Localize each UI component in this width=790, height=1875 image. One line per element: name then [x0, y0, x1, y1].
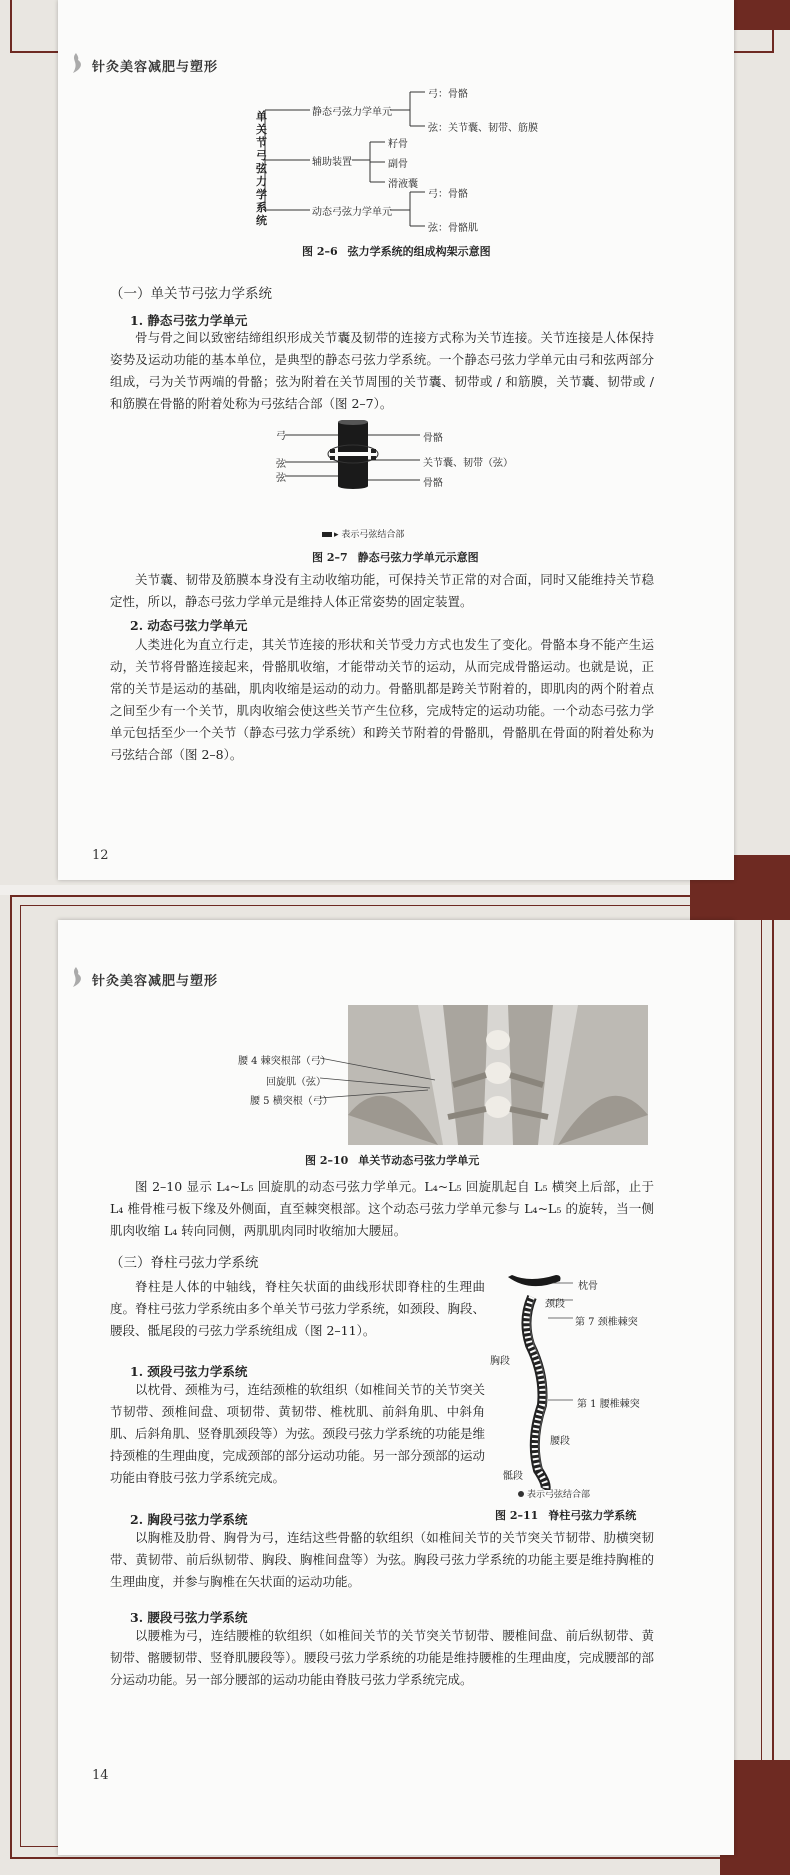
tree-leaf: 弦：关节囊、韧带、筋膜 [428, 123, 538, 134]
anatomy-label: 腰 4 棘突根部（弓） [238, 1056, 331, 1067]
body-paragraph: 以枕骨、颈椎为弓，连结颈椎的软组织（如椎间关节的关节突关节韧带、颈椎间盘、项韧带、黄韧带、椎枕肌、前斜角肌、中斜角肌、后斜角肌、竖脊肌颈段等）为弦。颈段弓弦力学系统的功能是维持颈椎的生理曲度，完成颈部的部分运动功能。另一部分颈部的运动功能由脊肢弓弦力学系统完成。 [110, 1382, 486, 1485]
running-header [92, 56, 218, 75]
legend: ▸ 表示弓弦结合部 [322, 527, 404, 540]
legend [518, 1487, 590, 1500]
caption-number: 图 2–6 [302, 245, 338, 258]
figure-caption [302, 243, 491, 259]
tree-leaf: 滑液囊 [388, 179, 418, 190]
legend-text: 表示弓弦结合部 [341, 530, 405, 540]
anatomy-label: 回旋肌（弦） [266, 1077, 326, 1088]
tree-leaf: 弓：骨骼 [428, 189, 468, 200]
section-title: （一）单关节弓弦力学系统 [110, 286, 272, 302]
body-paragraph: 骨与骨之间以致密结缔组织形成关节囊及韧带的连接方式称为关节连接。关节连接是人体保持姿势及运动功能的基本单位，是典型的静态弓弦力学系统。一个静态弓弦力学单元由弓和弦两部分组成，弓为关节两端的骨骼；弦为附着在关节周围的关节囊、韧带或 / 和筋膜，关节囊、韧带或 / 和筋膜在骨骼的附着处称为弓弦结合部（图 2–7）。 [110, 330, 654, 411]
tree-leaf: 副骨 [388, 159, 408, 170]
page-number: 12 [92, 848, 109, 863]
legend-text: 表示弓弦结合部 [527, 1490, 591, 1500]
caption-text: 单关节动态弓弦力学单元 [358, 1154, 480, 1167]
spine-label: 胸段 [490, 1356, 510, 1367]
header-title: 针灸美容减肥与塑形 [92, 974, 219, 989]
tree-leaf: 籽骨 [388, 139, 408, 150]
caption-text: 脊柱弓弦力学系统 [548, 1509, 637, 1522]
tree-branch-static: 静态弓弦力学单元 [312, 107, 392, 118]
caption-number: 图 2–11 [495, 1509, 539, 1522]
section-title: （三）脊柱弓弦力学系统 [110, 1255, 259, 1271]
header-title: 针灸美容减肥与塑形 [92, 60, 219, 75]
caption-text: 弦力学系统的组成构架示意图 [347, 245, 491, 258]
spine-label: 第 7 颈椎棘突 [575, 1317, 638, 1328]
caption-number: 图 2–10 [305, 1154, 349, 1167]
anatomy-label: 腰 5 横突根（弓） [250, 1096, 333, 1107]
flame-icon [66, 966, 86, 988]
body-paragraph: 图 2–10 显示 L₄~L₅ 回旋肌的动态弓弦力学单元。L₄~L₅ 回旋肌起自 L₅ 横突上后部，止于 L₄ 椎骨椎弓板下缘及外侧面，直至棘突根部。这个动态弓弦力学单元参与 L₄~L₅ 的旋转，当一侧肌肉收缩 L₄ 转向同侧，两肌肌肉同时收缩加大腰屈。 [110, 1179, 654, 1238]
figure-caption [495, 1507, 636, 1523]
decorative-block [730, 0, 790, 30]
tree-leaf: 弓：骨骼 [428, 89, 468, 100]
legend-marker-icon [518, 1491, 524, 1497]
joint-label: 弦 [276, 473, 286, 484]
body-paragraph: 以胸椎及肋骨、胸骨为弓，连结这些骨骼的软组织（如椎间关节的关节突关节韧带、肋横突韧带、黄韧带、前后纵韧带、胸段、胸椎间盘等）为弦。胸段弓弦力学系统的功能主要是维持胸椎的生理曲度，并参与胸椎在矢状面的运动功能。 [110, 1530, 654, 1589]
joint-label: 关节囊、韧带（弦） [423, 458, 513, 469]
body-paragraph: 以腰椎为弓，连结腰椎的软组织（如椎间关节的关节突关节韧带、腰椎间盘、前后纵韧带、黄韧带、髂腰韧带、竖脊肌腰段等）。腰段弓弦力学系统的功能是维持腰椎的生理曲度，完成腰部的部分运动功能。另一部分腰部的运动功能由脊肢弓弦力学系统完成。 [110, 1628, 654, 1687]
subsection-title: 3. 腰段弓弦力学系统 [130, 1610, 248, 1625]
caption-number: 图 2–7 [312, 551, 348, 564]
joint-label: 弓 [276, 431, 286, 442]
figure-caption [312, 549, 479, 565]
tree-leaf: 弦：骨骼肌 [428, 223, 478, 234]
page-number: 14 [92, 1768, 109, 1783]
spine-label: 第 1 腰椎棘突 [577, 1399, 640, 1410]
spine-label: 颈段 [545, 1299, 565, 1310]
subsection-title: 1. 静态弓弦力学单元 [130, 313, 248, 328]
body-paragraph: 脊柱是人体的中轴线，脊柱矢状面的曲线形状即脊柱的生理曲度。脊柱弓弦力学系统由多个单关节弓弦力学系统，如颈段、胸段、腰段、骶尾段的弓弦力学系统组成（图 2–11）。 [110, 1279, 486, 1338]
spine-label: 腰段 [550, 1436, 570, 1447]
running-header [92, 970, 218, 989]
tree-root-label: 单关节弓弦力学系统 [256, 110, 267, 227]
caption-text: 静态弓弦力学单元示意图 [357, 551, 479, 564]
tree-branch-aux: 辅助装置 [312, 157, 352, 168]
figure-2-10-leaders [320, 1050, 440, 1100]
joint-label: 骨骼 [423, 433, 443, 444]
flame-icon [66, 52, 86, 74]
tree-branch-dynamic: 动态弓弦力学单元 [312, 207, 392, 218]
joint-label: 骨骼 [423, 478, 443, 489]
spine-label: 骶段 [503, 1471, 523, 1482]
figure-2-7-joint [270, 420, 440, 500]
subsection-title: 2. 动态弓弦力学单元 [130, 618, 248, 633]
joint-label: 弦 [276, 459, 286, 470]
subsection-title: 1. 颈段弓弦力学系统 [130, 1364, 248, 1379]
body-paragraph: 人类进化为直立行走，其关节连接的形状和关节受力方式也发生了变化。骨骼本身不能产生运动，关节将骨骼连接起来，骨骼肌收缩，才能带动关节的运动，从而完成骨骼运动。也就是说，正常的关节是运动的基础，肌肉收缩是运动的动力。骨骼肌都是跨关节附着的，即肌肉的两个附着点之间至少有一个关节，肌肉收缩会使这些关节产生位移，完成特定的运动功能。一个动态弓弦力学单元包括至少一个关节（静态弓弦力学系统）和跨关节附着的骨骼肌，骨骼肌在骨面的附着处称为弓弦结合部（图 2–8）。 [110, 637, 654, 762]
legend-marker-icon [322, 532, 332, 537]
figure-caption [305, 1152, 479, 1168]
body-paragraph: 关节囊、韧带及筋膜本身没有主动收缩功能，可保持关节正常的对合面，同时又能维持关节稳定性，所以，静态弓弦力学单元是维持人体正常姿势的固定装置。 [110, 572, 654, 609]
spine-label: 枕骨 [578, 1281, 598, 1292]
subsection-title: 2. 胸段弓弦力学系统 [130, 1512, 248, 1527]
